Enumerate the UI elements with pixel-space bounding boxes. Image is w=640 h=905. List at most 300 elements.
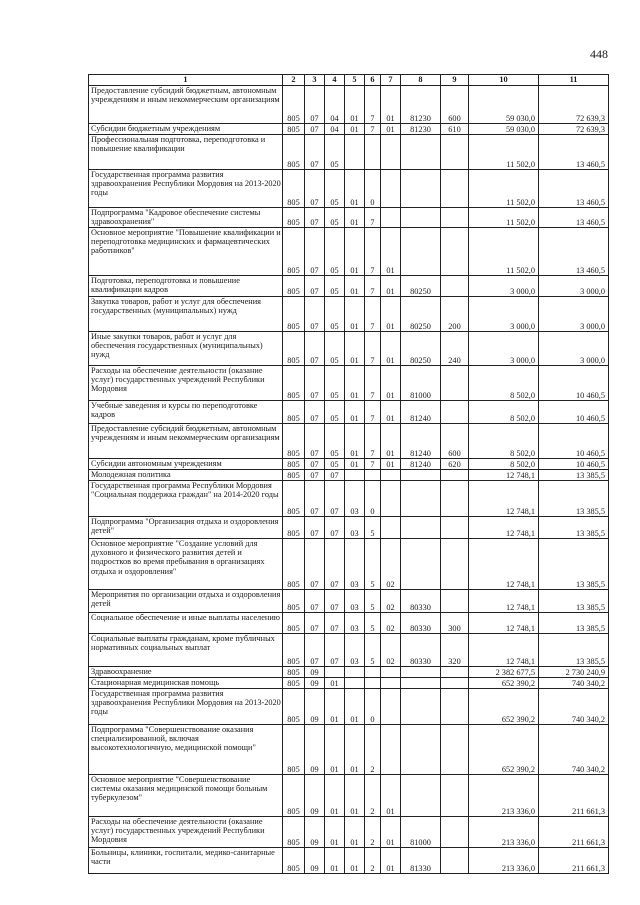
cell-col-5: 01: [345, 459, 365, 470]
cell-col-7: [381, 517, 401, 539]
column-header: 2: [283, 75, 305, 86]
cell-col-10: 213 336,0: [469, 817, 539, 848]
cell-col-4: 01: [325, 775, 345, 817]
cell-col-9: [441, 775, 469, 817]
cell-col-8: 81230: [401, 86, 441, 124]
cell-col-3: 07: [305, 539, 325, 590]
cell-col-11: 740 340,2: [539, 725, 609, 775]
cell-col-7: 01: [381, 848, 401, 874]
column-header: 4: [325, 75, 345, 86]
cell-col-3: 07: [305, 459, 325, 470]
cell-col-7: 01: [381, 366, 401, 401]
cell-col-3: 07: [305, 228, 325, 276]
cell-col-2: 805: [283, 401, 305, 424]
cell-col-3: 07: [305, 297, 325, 332]
cell-col-5: 03: [345, 517, 365, 539]
cell-col-8: [401, 208, 441, 228]
cell-col-8: 80330: [401, 613, 441, 634]
cell-col-6: 2: [365, 848, 381, 874]
cell-col-2: 805: [283, 667, 305, 678]
row-name: Подготовка, переподготовка и повышение квалификации кадров: [89, 276, 283, 297]
cell-col-11: 13 385,5: [539, 634, 609, 667]
cell-col-6: [365, 135, 381, 170]
cell-col-2: 805: [283, 276, 305, 297]
cell-col-4: 01: [325, 678, 345, 689]
cell-col-10: 3 000,0: [469, 276, 539, 297]
column-header: 8: [401, 75, 441, 86]
cell-col-9: [441, 689, 469, 725]
cell-col-9: [441, 366, 469, 401]
cell-col-4: 07: [325, 590, 345, 613]
cell-col-3: 07: [305, 481, 325, 517]
cell-col-8: 81240: [401, 401, 441, 424]
row-name: Стационарная медицинская помощь: [89, 678, 283, 689]
cell-col-4: 04: [325, 124, 345, 135]
cell-col-5: 01: [345, 725, 365, 775]
table-row: [89, 590, 609, 613]
cell-col-5: [345, 470, 365, 481]
cell-col-9: [441, 208, 469, 228]
cell-col-4: 05: [325, 459, 345, 470]
cell-col-8: [401, 539, 441, 590]
cell-col-10: 12 748,1: [469, 470, 539, 481]
table-row: [89, 775, 609, 817]
cell-col-7: 01: [381, 424, 401, 459]
cell-col-6: 7: [365, 86, 381, 124]
cell-col-4: 05: [325, 297, 345, 332]
cell-col-9: 620: [441, 459, 469, 470]
cell-col-10: 652 390,2: [469, 689, 539, 725]
cell-col-6: 0: [365, 170, 381, 208]
cell-col-4: 07: [325, 539, 345, 590]
cell-col-8: [401, 725, 441, 775]
cell-col-2: 805: [283, 725, 305, 775]
cell-col-2: 805: [283, 517, 305, 539]
cell-col-11: 13 385,5: [539, 590, 609, 613]
row-name: Подпрограмма "Кадровое обеспечение системы здравоохранения": [89, 208, 283, 228]
cell-col-10: 3 000,0: [469, 297, 539, 332]
column-header: 9: [441, 75, 469, 86]
cell-col-4: 01: [325, 689, 345, 725]
cell-col-10: 652 390,2: [469, 678, 539, 689]
cell-col-10: 2 382 677,5: [469, 667, 539, 678]
cell-col-6: 2: [365, 817, 381, 848]
cell-col-2: 805: [283, 590, 305, 613]
row-name: Социальное обеспечение и иные выплаты населению: [89, 613, 283, 634]
cell-col-2: 805: [283, 124, 305, 135]
cell-col-7: 02: [381, 590, 401, 613]
row-name: Основное мероприятие "Повышение квалификации и переподготовка медицинских и фармацевтических работников": [89, 228, 283, 276]
cell-col-3: 09: [305, 848, 325, 874]
cell-col-6: [365, 470, 381, 481]
cell-col-2: 805: [283, 481, 305, 517]
cell-col-10: 8 502,0: [469, 424, 539, 459]
row-name: Учебные заведения и курсы по переподготовке кадров: [89, 401, 283, 424]
cell-col-5: 01: [345, 297, 365, 332]
cell-col-6: 7: [365, 332, 381, 366]
cell-col-4: 05: [325, 170, 345, 208]
cell-col-2: 805: [283, 689, 305, 725]
cell-col-10: 11 502,0: [469, 135, 539, 170]
cell-col-11: 13 385,5: [539, 481, 609, 517]
page-number: 448: [590, 47, 608, 61]
cell-col-3: 07: [305, 634, 325, 667]
cell-col-9: 610: [441, 124, 469, 135]
cell-col-2: 805: [283, 332, 305, 366]
cell-col-6: 7: [365, 208, 381, 228]
cell-col-9: [441, 517, 469, 539]
row-name: Мероприятия по организации отдыха и оздоровления детей: [89, 590, 283, 613]
table-row: [89, 124, 609, 135]
row-name: Государственная программа Республики Мордовия "Социальная поддержка граждан" на 2014-2020 годы: [89, 481, 283, 517]
cell-col-7: 01: [381, 276, 401, 297]
cell-col-11: 10 460,5: [539, 366, 609, 401]
cell-col-5: 03: [345, 590, 365, 613]
cell-col-2: 805: [283, 678, 305, 689]
cell-col-3: 07: [305, 366, 325, 401]
cell-col-2: 805: [283, 470, 305, 481]
cell-col-6: 5: [365, 517, 381, 539]
row-name: Предоставление субсидий бюджетным, автономным учреждениям и иным некоммерческим организациям: [89, 424, 283, 459]
cell-col-7: [381, 678, 401, 689]
cell-col-11: 10 460,5: [539, 459, 609, 470]
cell-col-7: [381, 481, 401, 517]
cell-col-3: 09: [305, 817, 325, 848]
cell-col-9: [441, 678, 469, 689]
cell-col-6: 7: [365, 459, 381, 470]
cell-col-3: 09: [305, 689, 325, 725]
cell-col-7: 01: [381, 775, 401, 817]
cell-col-7: 02: [381, 634, 401, 667]
row-name: Профессиональная подготовка, переподготовка и повышение квалификации: [89, 135, 283, 170]
cell-col-8: 81000: [401, 366, 441, 401]
cell-col-8: 80250: [401, 297, 441, 332]
cell-col-4: 07: [325, 613, 345, 634]
cell-col-8: [401, 517, 441, 539]
cell-col-4: 04: [325, 86, 345, 124]
row-name: Государственная программа развития здравоохранения Республики Мордовия на 2013-2020 годы: [89, 170, 283, 208]
table-row: [89, 208, 609, 228]
cell-col-6: 2: [365, 725, 381, 775]
cell-col-9: [441, 539, 469, 590]
cell-col-8: [401, 481, 441, 517]
row-name: Основное мероприятие "Создание условий для духовного и физического развития детей и подростков во время пребывания в организациях отдыха и оздоровления": [89, 539, 283, 590]
cell-col-7: [381, 667, 401, 678]
table-row: [89, 86, 609, 124]
table-row: [89, 332, 609, 366]
row-name: Здравоохранение: [89, 667, 283, 678]
budget-table-container: [88, 74, 608, 874]
cell-col-7: 01: [381, 401, 401, 424]
cell-col-8: 81000: [401, 817, 441, 848]
cell-col-10: 59 030,0: [469, 124, 539, 135]
table-row: [89, 459, 609, 470]
cell-col-5: 01: [345, 775, 365, 817]
cell-col-6: 7: [365, 228, 381, 276]
cell-col-6: 7: [365, 401, 381, 424]
cell-col-3: 07: [305, 124, 325, 135]
table-row: [89, 817, 609, 848]
cell-col-9: [441, 228, 469, 276]
cell-col-8: [401, 135, 441, 170]
cell-col-8: [401, 689, 441, 725]
cell-col-5: 03: [345, 481, 365, 517]
cell-col-5: 01: [345, 228, 365, 276]
cell-col-6: 0: [365, 481, 381, 517]
row-name: Предоставление субсидий бюджетным, автономным учреждениям и иным некоммерческим организациям: [89, 86, 283, 124]
cell-col-11: 3 000,0: [539, 297, 609, 332]
cell-col-10: 12 748,1: [469, 517, 539, 539]
cell-col-4: 07: [325, 470, 345, 481]
column-header: 6: [365, 75, 381, 86]
cell-col-6: [365, 678, 381, 689]
cell-col-4: 01: [325, 817, 345, 848]
cell-col-6: 7: [365, 366, 381, 401]
row-name: Социальные выплаты гражданам, кроме публичных нормативных социальных выплат: [89, 634, 283, 667]
column-header: 5: [345, 75, 365, 86]
row-name: Расходы на обеспечение деятельности (оказание услуг) государственных учреждений Республики Мордовия: [89, 366, 283, 401]
cell-col-2: 805: [283, 775, 305, 817]
cell-col-5: [345, 135, 365, 170]
cell-col-2: 805: [283, 366, 305, 401]
cell-col-5: 01: [345, 848, 365, 874]
cell-col-10: 3 000,0: [469, 332, 539, 366]
table-row: [89, 517, 609, 539]
cell-col-2: 805: [283, 613, 305, 634]
cell-col-9: [441, 481, 469, 517]
cell-col-4: [325, 667, 345, 678]
cell-col-11: 72 639,3: [539, 124, 609, 135]
cell-col-5: 01: [345, 424, 365, 459]
cell-col-6: 5: [365, 539, 381, 590]
cell-col-7: [381, 135, 401, 170]
column-header: 3: [305, 75, 325, 86]
cell-col-11: 72 639,3: [539, 86, 609, 124]
column-header: 1: [89, 75, 283, 86]
cell-col-4: 07: [325, 634, 345, 667]
cell-col-8: 81330: [401, 848, 441, 874]
column-header: 11: [539, 75, 609, 86]
row-name: Закупка товаров, работ и услуг для обеспечения государственных (муниципальных) нужд: [89, 297, 283, 332]
cell-col-2: 805: [283, 539, 305, 590]
cell-col-10: 8 502,0: [469, 459, 539, 470]
cell-col-8: 80250: [401, 276, 441, 297]
cell-col-9: 200: [441, 297, 469, 332]
cell-col-2: 805: [283, 135, 305, 170]
cell-col-8: 81240: [401, 459, 441, 470]
cell-col-6: 7: [365, 124, 381, 135]
table-row: [89, 424, 609, 459]
cell-col-9: 320: [441, 634, 469, 667]
cell-col-3: 07: [305, 401, 325, 424]
cell-col-3: 07: [305, 86, 325, 124]
cell-col-11: 13 460,5: [539, 208, 609, 228]
cell-col-9: [441, 135, 469, 170]
cell-col-5: 03: [345, 613, 365, 634]
cell-col-8: [401, 170, 441, 208]
cell-col-5: 01: [345, 276, 365, 297]
cell-col-4: 05: [325, 228, 345, 276]
cell-col-10: 12 748,1: [469, 613, 539, 634]
cell-col-6: 7: [365, 424, 381, 459]
cell-col-2: 805: [283, 817, 305, 848]
cell-col-7: [381, 470, 401, 481]
cell-col-7: 01: [381, 228, 401, 276]
cell-col-7: 02: [381, 613, 401, 634]
row-name: Расходы на обеспечение деятельности (оказание услуг) государственных учреждений Республики Мордовия: [89, 817, 283, 848]
cell-col-2: 805: [283, 634, 305, 667]
cell-col-11: 13 385,5: [539, 470, 609, 481]
table-row: [89, 613, 609, 634]
cell-col-10: 59 030,0: [469, 86, 539, 124]
cell-col-5: [345, 667, 365, 678]
cell-col-4: 05: [325, 332, 345, 366]
cell-col-7: 01: [381, 332, 401, 366]
budget-table: [88, 74, 609, 874]
cell-col-9: [441, 848, 469, 874]
row-name: Подпрограмма "Организация отдыха и оздоровления детей": [89, 517, 283, 539]
cell-col-4: 01: [325, 848, 345, 874]
cell-col-8: 80330: [401, 590, 441, 613]
cell-col-9: [441, 725, 469, 775]
table-row: [89, 276, 609, 297]
cell-col-11: 3 000,0: [539, 276, 609, 297]
cell-col-4: 05: [325, 366, 345, 401]
cell-col-3: 07: [305, 470, 325, 481]
cell-col-2: 805: [283, 848, 305, 874]
cell-col-10: 12 748,1: [469, 590, 539, 613]
cell-col-6: 7: [365, 297, 381, 332]
cell-col-10: 8 502,0: [469, 401, 539, 424]
cell-col-4: 05: [325, 208, 345, 228]
cell-col-11: 2 730 240,9: [539, 667, 609, 678]
cell-col-4: 05: [325, 135, 345, 170]
cell-col-7: 01: [381, 459, 401, 470]
cell-col-7: 02: [381, 539, 401, 590]
cell-col-3: 07: [305, 332, 325, 366]
cell-col-8: 80250: [401, 332, 441, 366]
cell-col-11: 740 340,2: [539, 689, 609, 725]
cell-col-11: 211 661,3: [539, 775, 609, 817]
table-row: [89, 667, 609, 678]
cell-col-5: [345, 678, 365, 689]
cell-col-4: 05: [325, 401, 345, 424]
cell-col-7: 01: [381, 124, 401, 135]
cell-col-9: 240: [441, 332, 469, 366]
table-row: [89, 678, 609, 689]
cell-col-9: [441, 590, 469, 613]
cell-col-2: 805: [283, 228, 305, 276]
cell-col-2: 805: [283, 424, 305, 459]
cell-col-5: 01: [345, 208, 365, 228]
cell-col-5: 01: [345, 124, 365, 135]
cell-col-4: 07: [325, 517, 345, 539]
cell-col-5: 01: [345, 170, 365, 208]
cell-col-11: 10 460,5: [539, 401, 609, 424]
cell-col-6: 2: [365, 775, 381, 817]
cell-col-2: 805: [283, 170, 305, 208]
cell-col-9: [441, 401, 469, 424]
cell-col-2: 805: [283, 297, 305, 332]
row-name: Субсидии бюджетным учреждениям: [89, 124, 283, 135]
cell-col-5: 03: [345, 634, 365, 667]
cell-col-5: 01: [345, 401, 365, 424]
cell-col-8: [401, 228, 441, 276]
table-row: [89, 634, 609, 667]
cell-col-10: 11 502,0: [469, 228, 539, 276]
cell-col-2: 805: [283, 86, 305, 124]
table-row: [89, 401, 609, 424]
cell-col-9: [441, 667, 469, 678]
cell-col-10: 213 336,0: [469, 848, 539, 874]
cell-col-8: 81230: [401, 124, 441, 135]
cell-col-7: 01: [381, 297, 401, 332]
cell-col-10: 12 748,1: [469, 539, 539, 590]
column-header: 10: [469, 75, 539, 86]
cell-col-3: 07: [305, 424, 325, 459]
cell-col-7: 01: [381, 817, 401, 848]
cell-col-3: 09: [305, 678, 325, 689]
cell-col-3: 07: [305, 276, 325, 297]
cell-col-8: [401, 775, 441, 817]
table-row: [89, 366, 609, 401]
table-row: [89, 725, 609, 775]
cell-col-5: 01: [345, 689, 365, 725]
cell-col-9: [441, 276, 469, 297]
cell-col-7: [381, 725, 401, 775]
cell-col-7: [381, 170, 401, 208]
cell-col-9: [441, 470, 469, 481]
row-name: Иные закупки товаров, работ и услуг для обеспечения государственных (муниципальных) нужд: [89, 332, 283, 366]
cell-col-10: 12 748,1: [469, 634, 539, 667]
cell-col-6: [365, 667, 381, 678]
column-header: 7: [381, 75, 401, 86]
cell-col-3: 09: [305, 725, 325, 775]
cell-col-11: 10 460,5: [539, 424, 609, 459]
table-row: [89, 228, 609, 276]
cell-col-5: 01: [345, 86, 365, 124]
cell-col-4: 05: [325, 276, 345, 297]
cell-col-4: 05: [325, 424, 345, 459]
cell-col-6: 5: [365, 613, 381, 634]
row-name: Подпрограмма "Совершенствование оказания специализированной, включая высокотехнологичную, медицинской помощи": [89, 725, 283, 775]
cell-col-11: 13 385,5: [539, 539, 609, 590]
cell-col-10: 8 502,0: [469, 366, 539, 401]
cell-col-9: [441, 170, 469, 208]
row-name: Субсидии автономным учреждениям: [89, 459, 283, 470]
cell-col-11: 740 340,2: [539, 678, 609, 689]
cell-col-9: [441, 817, 469, 848]
cell-col-9: 300: [441, 613, 469, 634]
cell-col-11: 13 460,5: [539, 170, 609, 208]
cell-col-5: 01: [345, 366, 365, 401]
table-row: [89, 481, 609, 517]
cell-col-4: 07: [325, 481, 345, 517]
cell-col-10: 12 748,1: [469, 481, 539, 517]
table-row: [89, 848, 609, 874]
cell-col-11: 211 661,3: [539, 848, 609, 874]
cell-col-11: 13 460,5: [539, 228, 609, 276]
cell-col-9: 600: [441, 424, 469, 459]
table-row: [89, 135, 609, 170]
cell-col-3: 09: [305, 775, 325, 817]
cell-col-7: 01: [381, 86, 401, 124]
cell-col-11: 13 460,5: [539, 135, 609, 170]
cell-col-8: 80330: [401, 634, 441, 667]
cell-col-5: 01: [345, 817, 365, 848]
table-row: [89, 297, 609, 332]
cell-col-2: 805: [283, 208, 305, 228]
